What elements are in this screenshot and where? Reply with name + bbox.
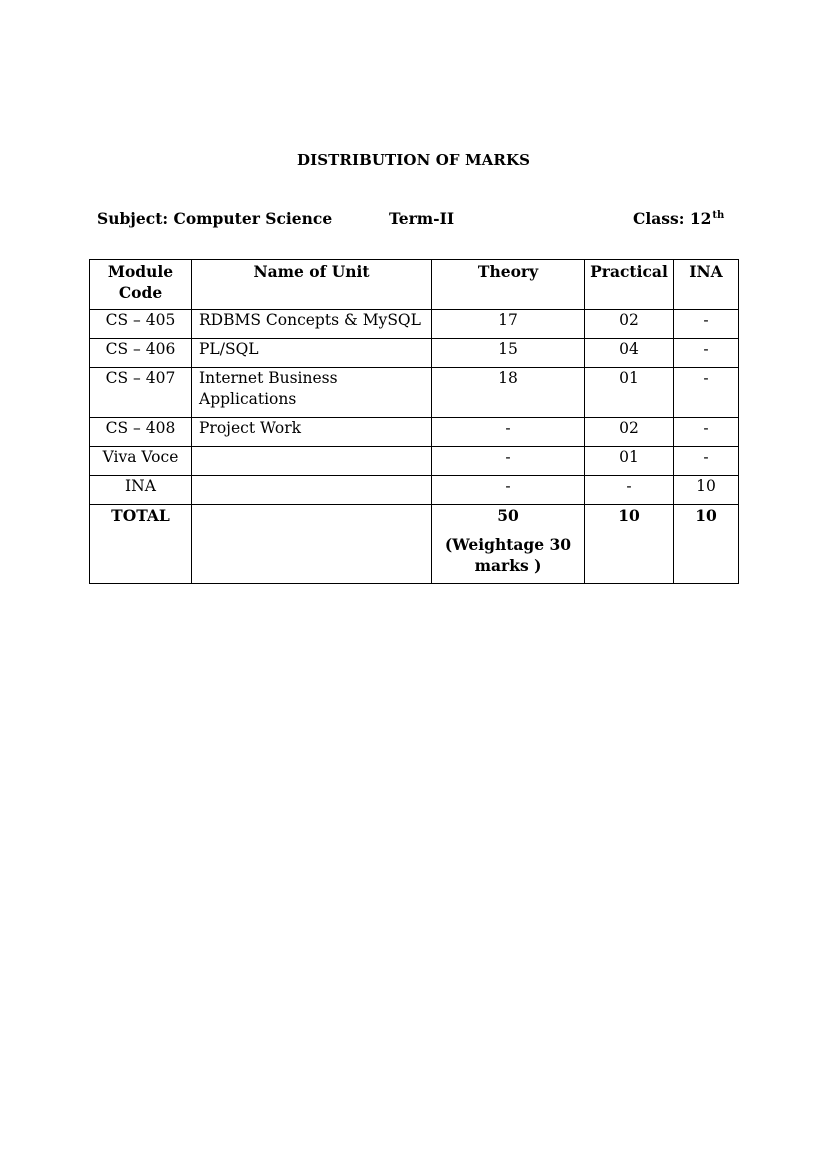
- total-practical: 10: [585, 505, 674, 584]
- cell-module-code: CS – 408: [90, 418, 192, 447]
- table-row: [90, 476, 739, 505]
- cell-practical: 02: [585, 310, 674, 339]
- cell-unit-name: [192, 476, 432, 505]
- total-row: [90, 505, 739, 584]
- header-ina: INA: [674, 260, 739, 310]
- cell-unit-name: Project Work: [192, 418, 432, 447]
- cell-theory: -: [432, 447, 585, 476]
- cell-unit-name: [192, 447, 432, 476]
- header-theory: Theory: [432, 260, 585, 310]
- subject-label: Subject: Computer Science: [97, 209, 333, 228]
- cell-practical: -: [585, 476, 674, 505]
- weightage-note: (Weightage 30 marks ): [444, 535, 572, 575]
- cell-module-code: CS – 405: [90, 310, 192, 339]
- cell-ina: -: [674, 339, 739, 368]
- total-ina: 10: [674, 505, 739, 584]
- page-title: DISTRIBUTION OF MARKS: [296, 151, 531, 169]
- cell-unit-name: Internet Business Applications: [192, 368, 432, 418]
- cell-theory: 15: [432, 339, 585, 368]
- cell-ina: -: [674, 310, 739, 339]
- cell-module-code: CS – 407: [90, 368, 192, 418]
- cell-module-code: Viva Voce: [90, 447, 192, 476]
- class-label: [633, 209, 724, 228]
- table-row: [90, 339, 739, 368]
- table-row: [90, 310, 739, 339]
- total-theory-value: 50: [497, 506, 519, 525]
- table-row: [90, 368, 739, 418]
- table-row: [90, 447, 739, 476]
- total-theory: [432, 505, 585, 584]
- header-name-of-unit: Name of Unit: [192, 260, 432, 310]
- total-unit-name: [192, 505, 432, 584]
- cell-theory: 17: [432, 310, 585, 339]
- cell-ina: -: [674, 447, 739, 476]
- cell-practical: 02: [585, 418, 674, 447]
- class-suffix: th: [712, 210, 725, 221]
- cell-practical: 04: [585, 339, 674, 368]
- header-module-code: Module Code: [90, 260, 192, 310]
- cell-theory: -: [432, 418, 585, 447]
- cell-module-code: INA: [90, 476, 192, 505]
- marks-distribution-table: [89, 259, 739, 584]
- header-practical: Practical: [585, 260, 674, 310]
- cell-theory: 18: [432, 368, 585, 418]
- cell-practical: 01: [585, 368, 674, 418]
- table-row: [90, 418, 739, 447]
- cell-ina: -: [674, 368, 739, 418]
- cell-ina: 10: [674, 476, 739, 505]
- cell-module-code: CS – 406: [90, 339, 192, 368]
- term-label: Term-II: [389, 209, 455, 228]
- class-text: Class: 12: [633, 209, 712, 228]
- cell-unit-name: RDBMS Concepts & MySQL: [192, 310, 432, 339]
- cell-practical: 01: [585, 447, 674, 476]
- table-header-row: [90, 260, 739, 310]
- cell-theory: -: [432, 476, 585, 505]
- total-label: TOTAL: [90, 505, 192, 584]
- cell-ina: -: [674, 418, 739, 447]
- cell-unit-name: PL/SQL: [192, 339, 432, 368]
